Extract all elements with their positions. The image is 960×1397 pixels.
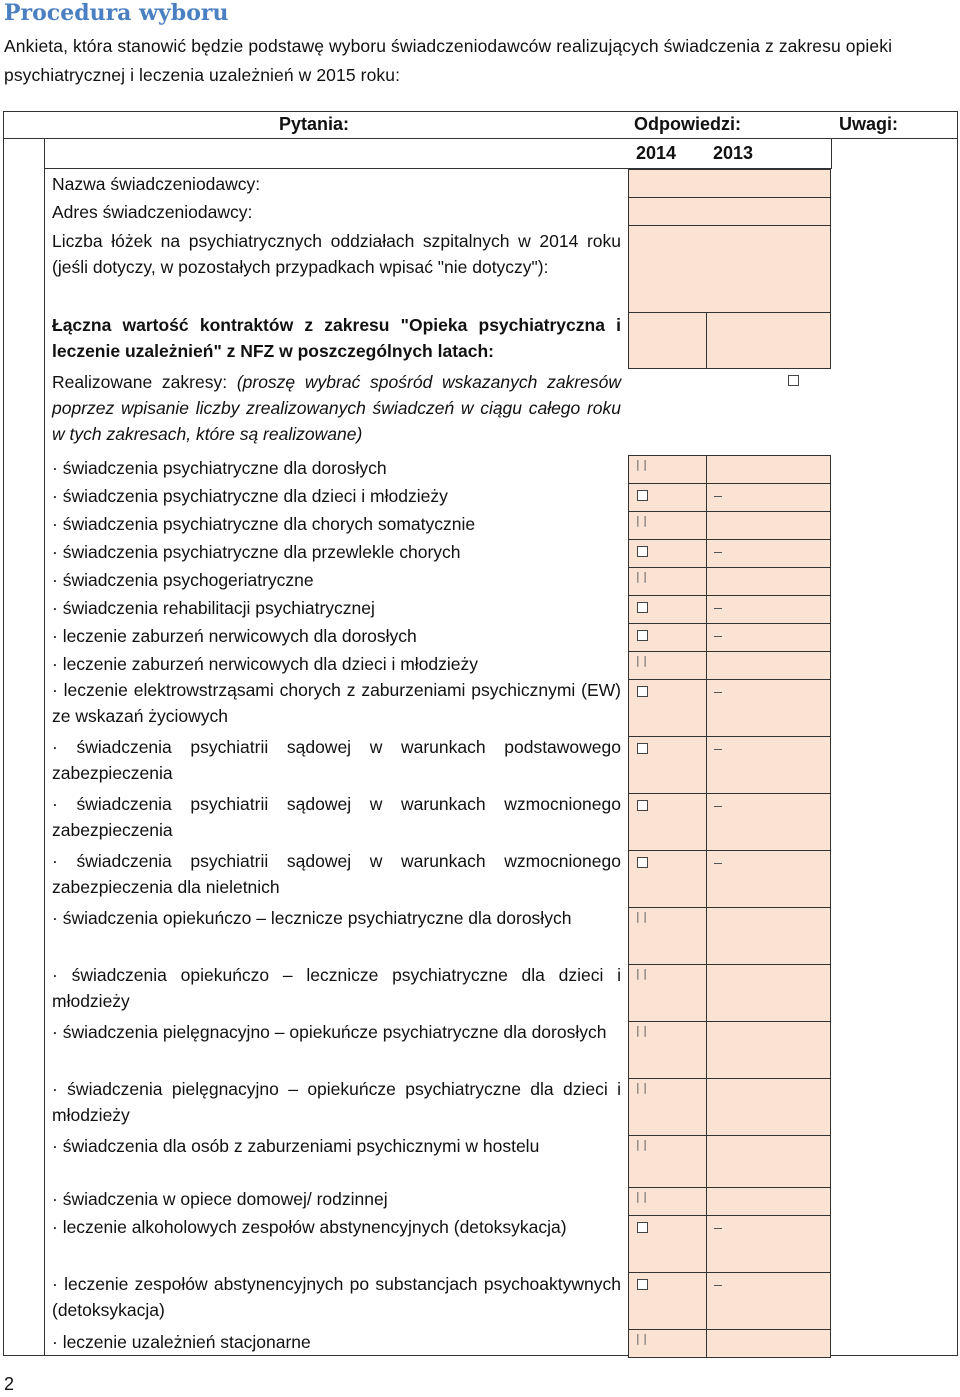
- service-2013-input[interactable]: [706, 793, 831, 851]
- intro-text: Ankieta, która stanowić będzie podstawę wyboru świadczeniodawców realizujących świadczenia z zakresu opieki psychiatrycznej i leczenia uzależnień w 2015 roku:: [4, 36, 893, 85]
- header-notes: Uwagi:: [839, 114, 899, 134]
- service-2013-input[interactable]: [706, 907, 831, 965]
- page-title: Procedura wyboru: [4, 0, 229, 26]
- tick-marks: | |: [636, 514, 647, 527]
- tick-marks: | |: [636, 570, 647, 583]
- header-questions: Pytania:: [279, 114, 350, 134]
- left-column-line: [44, 139, 45, 1356]
- service-2013-input[interactable]: [706, 455, 831, 484]
- service-label: · świadczenia psychiatrii sądowej w warunkach wzmocnionego zabezpieczenia: [52, 794, 621, 840]
- ranges-checkbox[interactable]: [788, 375, 799, 386]
- field-contracts-label: Łączna wartość kontraktów z zakresu "Opieka psychiatryczna i leczenie uzależnień" z NFZ w poszczególnych latach:: [52, 315, 621, 361]
- contracts-2014-input[interactable]: [628, 312, 707, 369]
- field-ranges-label: [52, 369, 621, 447]
- contracts-2013-input[interactable]: [706, 312, 831, 369]
- service-checkbox[interactable]: [637, 800, 648, 811]
- service-checkbox[interactable]: [637, 602, 648, 613]
- service-label: · świadczenia psychiatrii sądowej w warunkach wzmocnionego zabezpieczenia dla nieletnich: [52, 851, 621, 897]
- service-2013-input[interactable]: [706, 736, 831, 794]
- service-checkbox[interactable]: [637, 1222, 648, 1233]
- service-label: · świadczenia psychogeriatryczne: [52, 570, 314, 590]
- dash-mark: [714, 552, 722, 553]
- service-checkbox[interactable]: [637, 490, 648, 501]
- service-label: · świadczenia opiekuńczo – lecznicze psychiatryczne dla dzieci i młodzieży: [52, 965, 621, 1011]
- dash-mark: [714, 863, 722, 864]
- tick-marks: | |: [636, 1081, 647, 1094]
- tick-marks: | |: [636, 458, 647, 471]
- service-label: · leczenie elektrowstrząsami chorych z zaburzeniami psychicznymi (EW) ze wskazań życiowych: [52, 680, 621, 726]
- field-beds-label: Liczba łóżek na psychiatrycznych oddziałach szpitalnych w 2014 roku (jeśli dotyczy, w pozostałych przypadkach wpisać "nie dotyczy"):: [52, 231, 621, 277]
- notes-column-line: [831, 139, 832, 169]
- page-number: 2: [4, 1374, 15, 1394]
- tick-marks: | |: [636, 910, 647, 923]
- service-label: · świadczenia dla osób z zaburzeniami psychicznymi w hostelu: [52, 1136, 540, 1156]
- service-2013-input[interactable]: [706, 1135, 831, 1188]
- service-2013-input[interactable]: [706, 1272, 831, 1330]
- service-2013-input[interactable]: [706, 850, 831, 908]
- service-label: · leczenie zaburzeń nerwicowych dla dzieci i młodzieży: [52, 654, 479, 674]
- service-label: · świadczenia pielęgnacyjno – opiekuńcze psychiatryczne dla dorosłych: [52, 1022, 607, 1042]
- ranges-hint: (proszę wybrać spośród wskazanych zakresów poprzez wpisanie liczby zrealizowanych świadczeń w ciągu całego roku w tych zakresach, które są realizowane): [52, 372, 621, 444]
- header-answers: Odpowiedzi:: [634, 114, 741, 134]
- address-input[interactable]: [628, 197, 831, 226]
- service-2013-input[interactable]: [706, 567, 831, 596]
- service-checkbox[interactable]: [637, 546, 648, 557]
- service-checkbox[interactable]: [637, 1279, 648, 1290]
- service-2013-input[interactable]: [706, 1215, 831, 1273]
- service-2013-input[interactable]: [706, 483, 831, 512]
- service-2013-input[interactable]: [706, 1078, 831, 1136]
- dash-mark: [714, 496, 722, 497]
- service-2013-input[interactable]: [706, 651, 831, 680]
- tick-marks: | |: [636, 967, 647, 980]
- service-checkbox[interactable]: [637, 857, 648, 868]
- service-2013-input[interactable]: [706, 679, 831, 737]
- service-checkbox[interactable]: [637, 686, 648, 697]
- tick-marks: | |: [636, 1190, 647, 1203]
- service-checkbox[interactable]: [637, 743, 648, 754]
- service-label: · świadczenia w opiece domowej/ rodzinnej: [52, 1189, 388, 1209]
- dash-mark: [714, 749, 722, 750]
- header-divider: [3, 138, 958, 139]
- beds-input[interactable]: [628, 225, 831, 313]
- service-label: · świadczenia psychiatrii sądowej w warunkach podstawowego zabezpieczenia: [52, 737, 621, 783]
- dash-mark: [714, 636, 722, 637]
- year-2014: 2014: [636, 143, 677, 163]
- field-address-label: Adres świadczeniodawcy:: [52, 202, 253, 222]
- service-label: · leczenie alkoholowych zespołów abstynencyjnych (detoksykacja): [52, 1217, 567, 1237]
- service-label: · świadczenia psychiatryczne dla przewlekle chorych: [52, 542, 461, 562]
- dash-mark: [714, 1285, 722, 1286]
- service-label: · świadczenia psychiatryczne dla dorosłych: [52, 458, 387, 478]
- service-2013-input[interactable]: [706, 1329, 831, 1358]
- dash-mark: [714, 692, 722, 693]
- service-label: · świadczenia pielęgnacyjno – opiekuńcze psychiatryczne dla dzieci i młodzieży: [52, 1079, 621, 1125]
- service-2013-input[interactable]: [706, 511, 831, 540]
- service-2013-input[interactable]: [706, 623, 831, 652]
- dash-mark: [714, 608, 722, 609]
- service-2013-input[interactable]: [706, 595, 831, 624]
- name-input[interactable]: [628, 169, 831, 198]
- tick-marks: | |: [636, 1024, 647, 1037]
- service-label: · świadczenia psychiatryczne dla chorych somatycznie: [52, 514, 476, 534]
- service-2013-input[interactable]: [706, 964, 831, 1022]
- service-2013-input[interactable]: [706, 1021, 831, 1079]
- service-2013-input[interactable]: [706, 1187, 831, 1216]
- year-2013: 2013: [713, 143, 754, 163]
- tick-marks: | |: [636, 1332, 647, 1345]
- tick-marks: | |: [636, 654, 647, 667]
- service-label: · leczenie zespołów abstynencyjnych po substancjach psychoaktywnych (detoksykacja): [52, 1274, 621, 1320]
- ranges-title: Realizowane zakresy:: [52, 372, 228, 392]
- service-checkbox[interactable]: [637, 630, 648, 641]
- service-label: · świadczenia rehabilitacji psychiatrycznej: [52, 598, 375, 618]
- dash-mark: [714, 806, 722, 807]
- service-label: · leczenie zaburzeń nerwicowych dla dorosłych: [52, 626, 417, 646]
- dash-mark: [714, 1228, 722, 1229]
- service-label: · świadczenia opiekuńczo – lecznicze psychiatryczne dla dorosłych: [52, 908, 572, 928]
- service-2013-input[interactable]: [706, 539, 831, 568]
- tick-marks: | |: [636, 1138, 647, 1151]
- service-label: · świadczenia psychiatryczne dla dzieci i młodzieży: [52, 486, 448, 506]
- field-name-label: Nazwa świadczeniodawcy:: [52, 174, 261, 194]
- service-label: · leczenie uzależnień stacjonarne: [52, 1332, 311, 1352]
